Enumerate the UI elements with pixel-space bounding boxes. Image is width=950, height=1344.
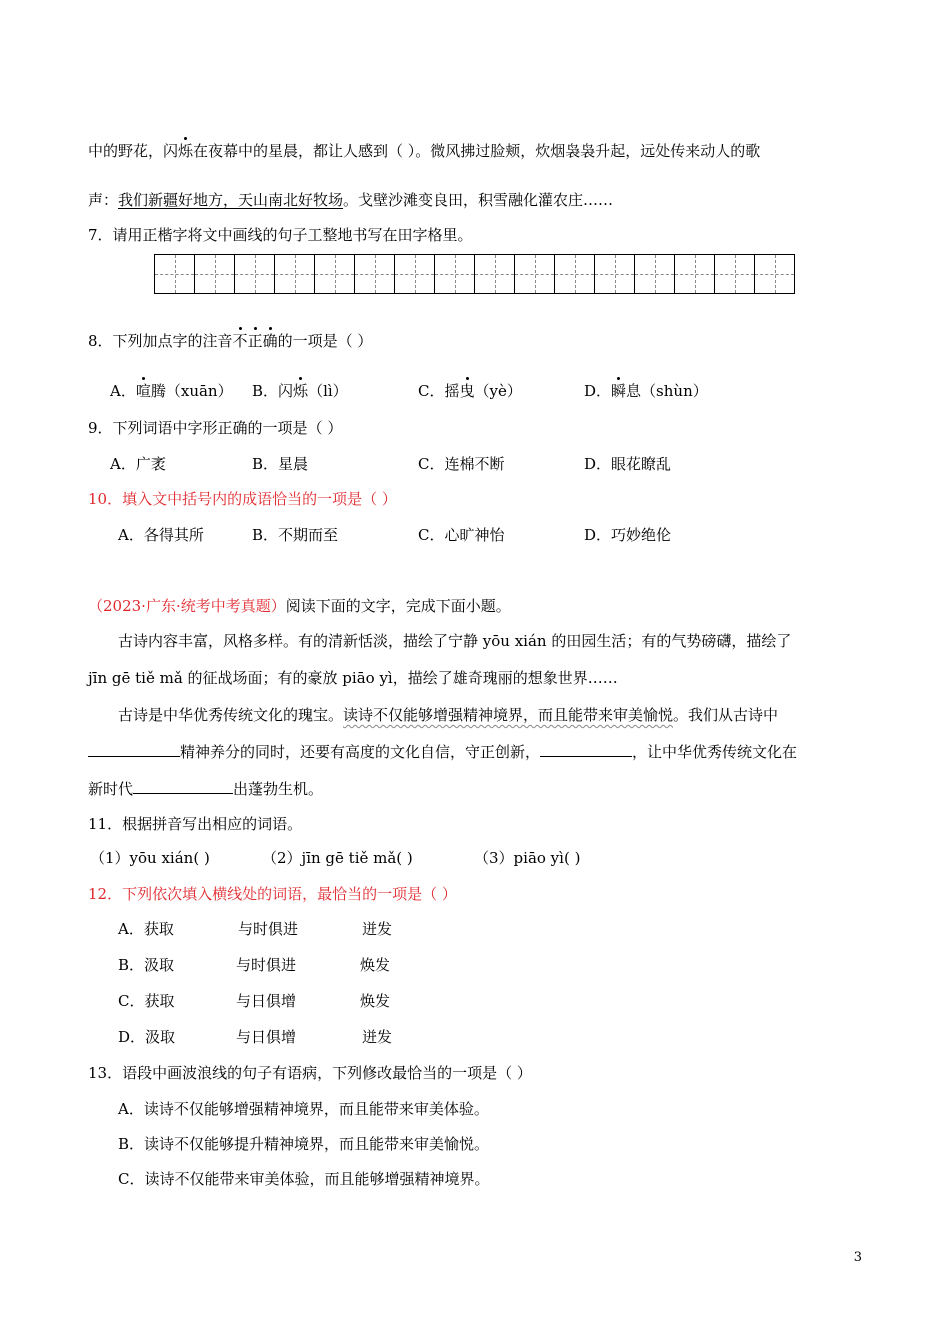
grid-cell[interactable]	[315, 255, 355, 293]
q13-option-b[interactable]: B．读诗不仅能够提升精神境界，而且能带来审美愉悦。	[118, 1135, 490, 1153]
q9-option-b[interactable]: B．星晨	[252, 455, 309, 473]
grid-cell[interactable]	[235, 255, 275, 293]
q12-option-b[interactable]: B．汲取 与时俱进 焕发	[118, 956, 391, 974]
q11-item-3[interactable]: （3）piāo yì( )	[474, 849, 581, 867]
passage2-line-2: jīn gē tiě mǎ 的征战场面；有的豪放 piāo yì，描绘了雄奇瑰丽的想象世界……	[88, 669, 618, 687]
grid-cell[interactable]	[195, 255, 235, 293]
q8-option-a[interactable]: A．喧腾（xuān）	[110, 382, 233, 400]
question-11: 11．根据拼音写出相应的词语。	[88, 815, 303, 833]
passage2-line-5: 新时代 出蓬勃生机。	[88, 777, 323, 800]
question-13: 13．语段中画波浪线的句子有语病，下列修改最恰当的一项是（ ）	[88, 1064, 532, 1082]
dotted-char: 正	[247, 332, 263, 350]
q11-item-2[interactable]: （2）jīn gē tiě mǎ( )	[262, 849, 413, 867]
grid-cell[interactable]	[435, 255, 475, 293]
question-10: 10．填入文中括号内的成语恰当的一项是（ ）	[88, 490, 397, 508]
q13-option-a[interactable]: A．读诗不仅能够增强精神境界，而且能带来审美体验。	[118, 1100, 489, 1118]
q9-option-a[interactable]: A．广袤	[110, 455, 166, 473]
page-number: 3	[853, 1250, 862, 1265]
q12-option-a[interactable]: A．获取 与时俱进 迸发	[118, 920, 393, 938]
blank-2[interactable]	[540, 740, 632, 757]
grid-cell[interactable]	[155, 255, 195, 293]
source-tag: （2023·广东·统考中考真题）	[88, 597, 286, 615]
grid-cell[interactable]	[275, 255, 315, 293]
grid-cell[interactable]	[675, 255, 715, 293]
passage-line-2: 声：我们新疆好地方，天山南北好牧场。戈壁沙滩变良田，积雪融化灌农庄……	[88, 191, 614, 209]
passage2-line-4: 精神养分的同时，还要有高度的文化自信，守正创新， ，让中华优秀传统文化在	[88, 740, 797, 763]
q13-option-c[interactable]: C．读诗不仅能带来审美体验，而且能够增强精神境界。	[118, 1170, 490, 1188]
q8-option-d[interactable]: D．瞬息（shùn）	[584, 382, 708, 400]
q10-option-b[interactable]: B．不期而至	[252, 526, 339, 544]
q12-option-d[interactable]: D．汲取 与日俱增 迸发	[118, 1028, 393, 1046]
q11-item-1[interactable]: （1）yōu xián( )	[90, 849, 210, 867]
dotted-char: 烁	[178, 142, 194, 160]
grid-cell[interactable]	[715, 255, 755, 293]
question-12: 12．下列依次填入横线处的词语，最恰当的一项是（ ）	[88, 885, 457, 903]
grid-cell[interactable]	[515, 255, 555, 293]
grid-cell[interactable]	[355, 255, 395, 293]
q8-option-b[interactable]: B．闪烁（lì）	[252, 382, 348, 400]
grid-cell[interactable]	[555, 255, 595, 293]
q8-option-c[interactable]: C．摇曳（yè）	[418, 382, 522, 400]
section-header: （2023·广东·统考中考真题）阅读下面的文字，完成下面小题。	[88, 597, 511, 615]
grid-cell[interactable]	[395, 255, 435, 293]
q10-option-a[interactable]: A．各得其所	[118, 526, 204, 544]
q12-option-c[interactable]: C．获取 与日俱增 焕发	[118, 992, 391, 1010]
passage2-line-1: 古诗内容丰富，风格多样。有的清新恬淡，描绘了宁静 yōu xián 的田园生活；有的气势磅礴，描绘了	[118, 632, 792, 650]
blank-1[interactable]	[88, 740, 180, 757]
grid-cell[interactable]	[475, 255, 515, 293]
passage2-line-3: 古诗是中华优秀传统文化的瑰宝。读诗不仅能够增强精神境界，而且能带来审美愉悦。我们从古诗中	[118, 706, 779, 724]
grid-cell[interactable]	[635, 255, 675, 293]
tianzige-grid[interactable]	[154, 254, 795, 294]
dotted-char: 不	[232, 332, 248, 350]
passage-line-1: 中的野花，闪烁在夜幕中的星晨，都让人感到（ ）。微风拂过脸颊，炊烟袅袅升起，远处传来动人的歌	[88, 142, 761, 160]
question-9: 9．下列词语中字形正确的一项是（ ）	[88, 419, 343, 437]
underlined-sentence: 我们新疆好地方，天山南北好牧场	[118, 191, 344, 209]
blank-3[interactable]	[133, 777, 233, 794]
question-7: 7．请用正楷字将文中画线的句子工整地书写在田字格里。	[88, 226, 473, 244]
q10-option-d[interactable]: D．巧妙绝伦	[584, 526, 672, 544]
grid-cell[interactable]	[595, 255, 635, 293]
q9-option-d[interactable]: D．眼花瞭乱	[584, 455, 672, 473]
dotted-char: 确	[262, 332, 278, 350]
q10-option-c[interactable]: C．心旷神怡	[418, 526, 505, 544]
grid-cell[interactable]	[755, 255, 794, 293]
question-8: 8．下列加点字的注音不正确的一项是（ ）	[88, 332, 373, 350]
q9-option-c[interactable]: C．连棉不断	[418, 455, 505, 473]
wavy-sentence: 读诗不仅能够增强精神境界，而且能带来审美愉悦	[343, 706, 674, 724]
